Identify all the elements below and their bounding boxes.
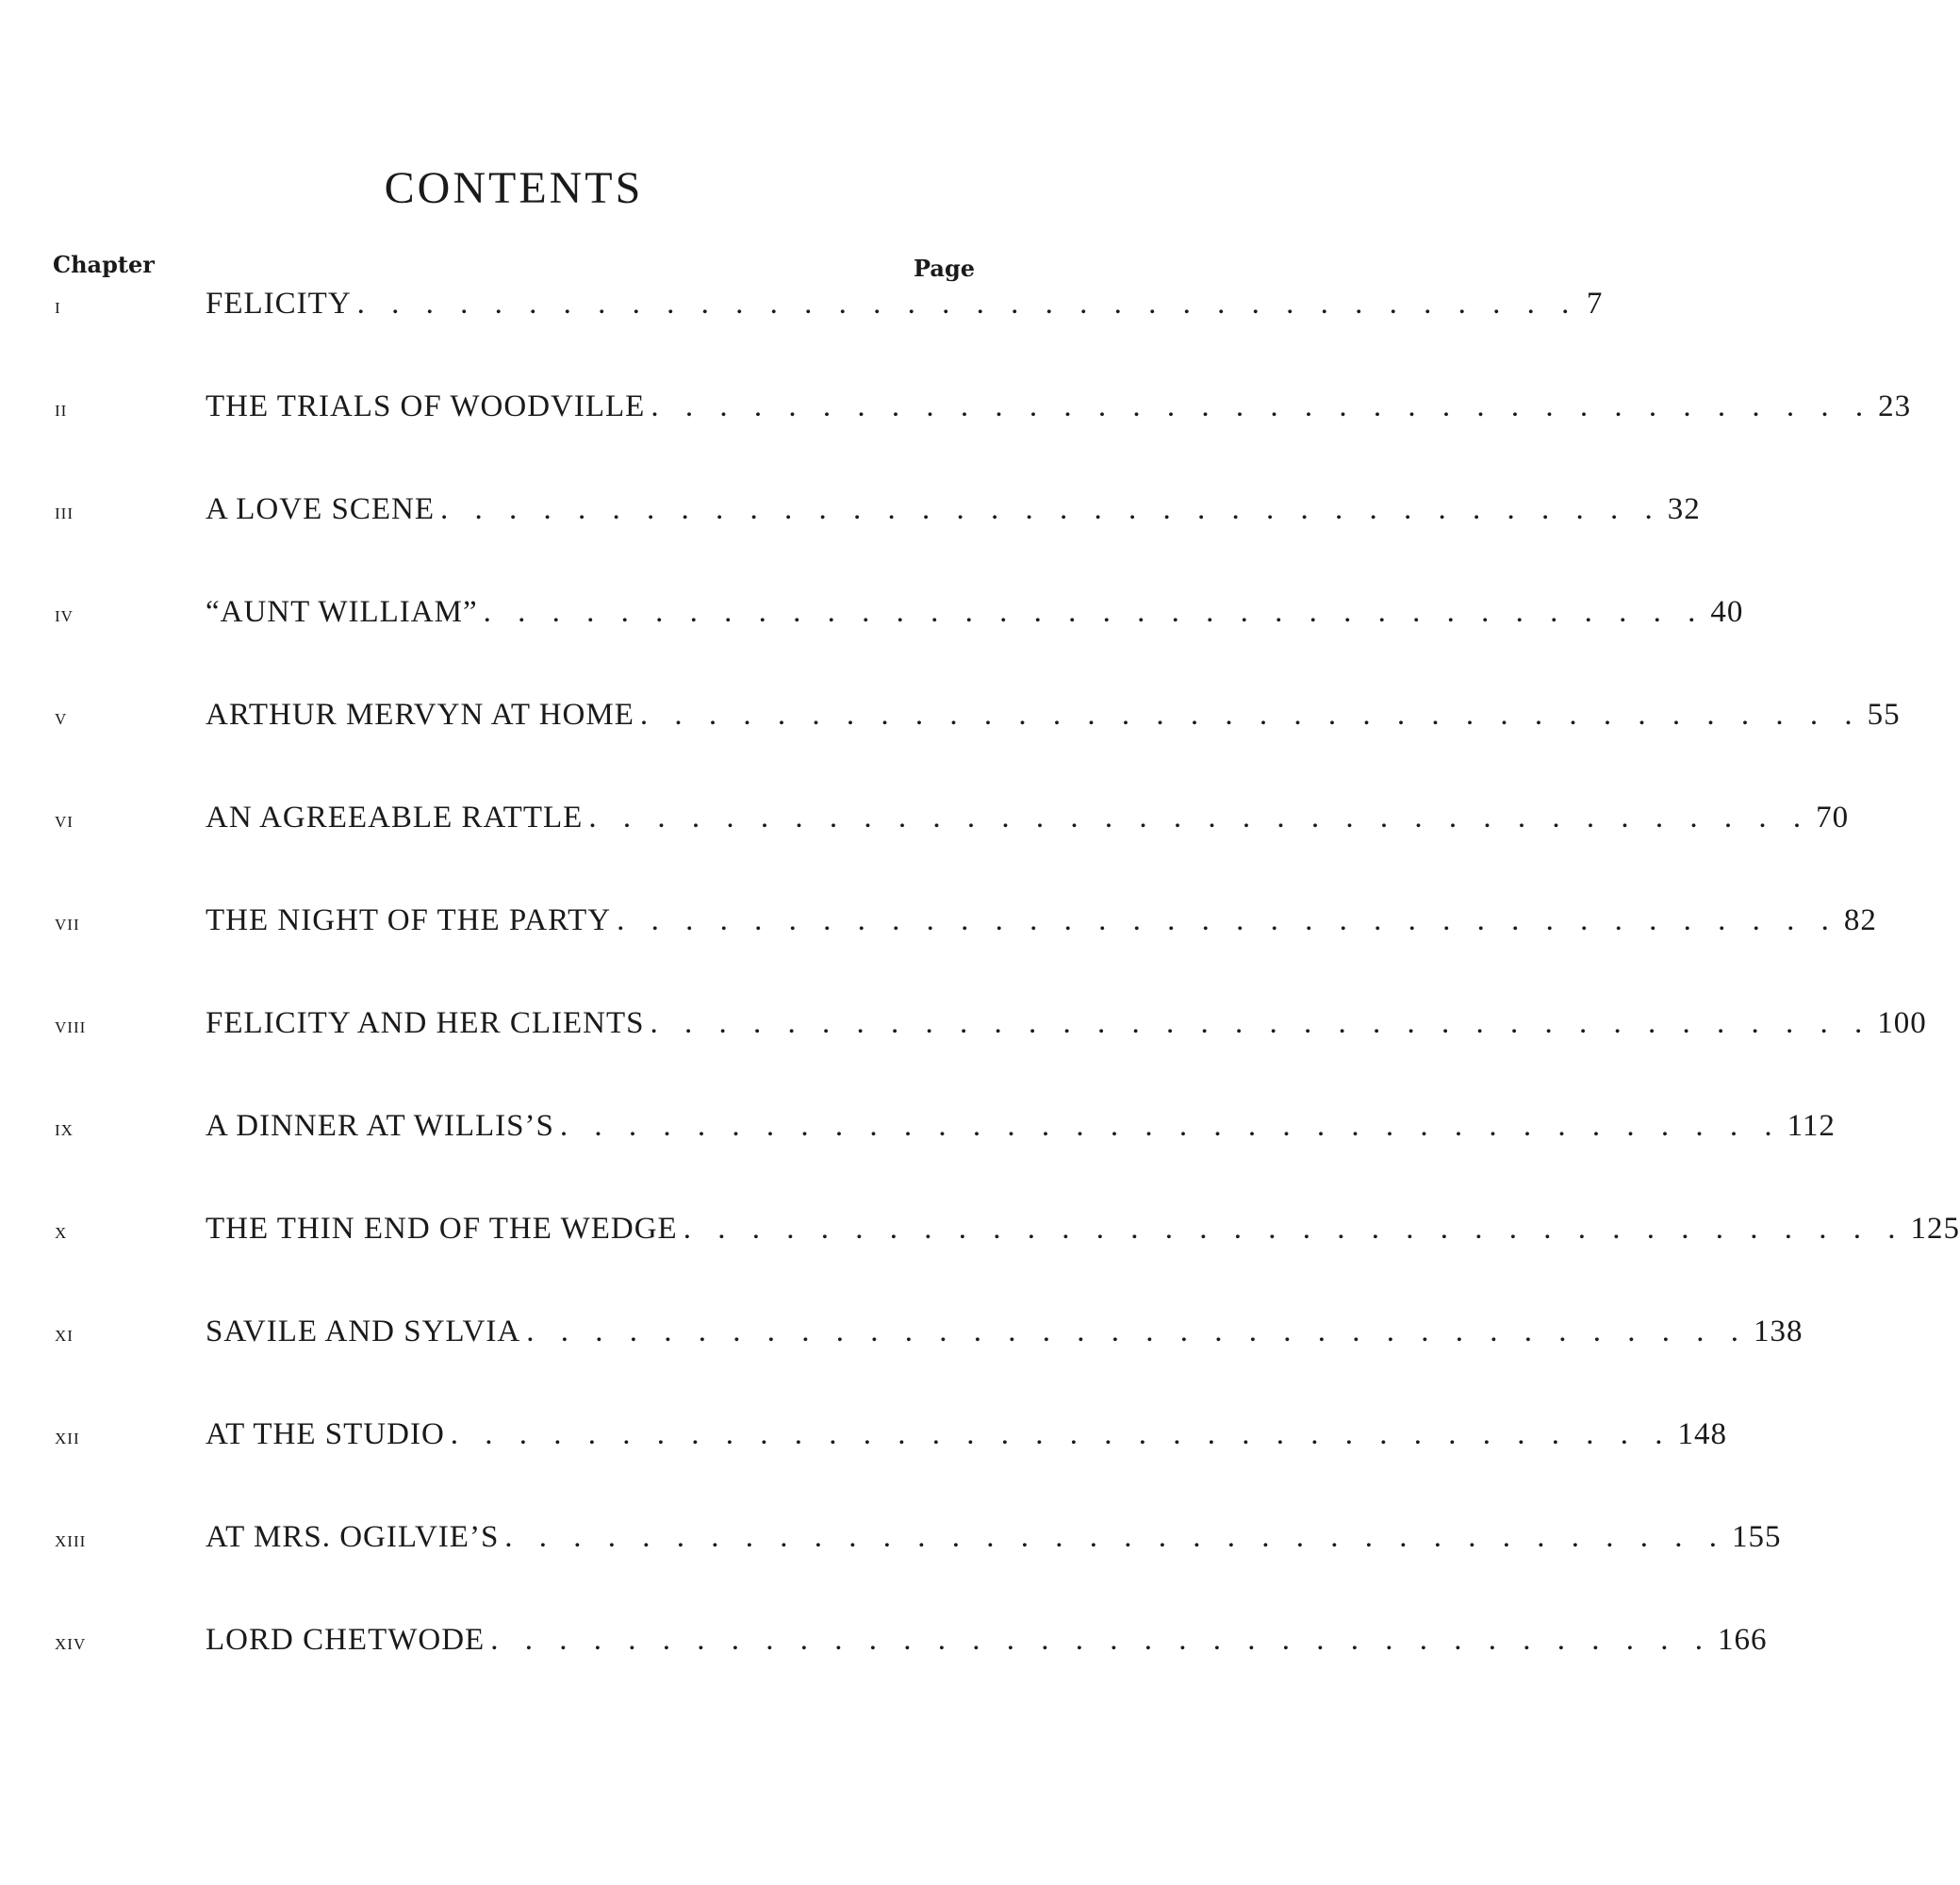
page-number: 155: [1732, 1520, 1782, 1554]
page-number: 40: [1710, 595, 1744, 629]
toc-row: [0, 801, 1850, 842]
chapter-title: ARTHUR MERVYN AT HOME: [206, 698, 634, 732]
chapter-number: x: [55, 1219, 68, 1244]
toc-entry: [206, 903, 1877, 938]
toc-row: [0, 595, 1744, 637]
chapter-number: viii: [55, 1014, 87, 1038]
page-number: 166: [1717, 1623, 1768, 1657]
chapter-number: vi: [55, 808, 74, 833]
page-number: 32: [1667, 492, 1701, 526]
dot-leader: . . . . . . . . . . . . . . . . . . . . . . . . . . . . . . . . . . . .: [504, 1520, 1727, 1554]
toc-entry: [206, 698, 1901, 733]
chapter-number: ix: [55, 1116, 74, 1141]
toc-entry: [206, 1417, 1728, 1452]
page-title: CONTENTS: [384, 163, 644, 213]
page-number: 70: [1816, 801, 1850, 835]
dot-leader: . . . . . . . . . . . . . . . . . . . . . . . . . . . . . . . . . . . .: [683, 1212, 1905, 1246]
chapter-title: FELICITY AND HER CLIENTS: [206, 1006, 645, 1040]
chapter-title: THE THIN END OF THE WEDGE: [206, 1212, 678, 1246]
toc-row: [0, 1417, 1728, 1459]
chapter-title: SAVILE AND SYLVIA: [206, 1315, 521, 1348]
dot-leader: . . . . . . . . . . . . . . . . . . . . . . . . . . . . . . . . . . . .: [483, 595, 1705, 629]
chapter-title: A LOVE SCENE: [206, 492, 435, 526]
dot-leader: . . . . . . . . . . . . . . . . . . . . . . . . . . . . . . . . . . . .: [639, 698, 1862, 732]
toc-row: [0, 698, 1901, 739]
toc-row: [0, 389, 1912, 431]
chapter-number: i: [55, 294, 61, 319]
toc-row: [0, 1623, 1768, 1664]
toc-entry: [206, 595, 1744, 630]
dot-leader: . . . . . . . . . . . . . . . . . . . . . . . . . . . . . . . . . . . .: [559, 1109, 1782, 1143]
toc-entry: [206, 1520, 1782, 1555]
toc-row: [0, 1006, 1927, 1048]
chapter-number: xi: [55, 1322, 74, 1347]
chapter-title: THE NIGHT OF THE PARTY: [206, 903, 612, 937]
toc-row: [0, 1109, 1836, 1150]
dot-leader: . . . . . . . . . . . . . . . . . . . . . . . . . . . . . . . . . . . .: [650, 1006, 1872, 1040]
toc-entry: [206, 1109, 1836, 1144]
toc-entry: [206, 801, 1850, 835]
page-number: 112: [1787, 1109, 1836, 1143]
toc-entry: [206, 1315, 1804, 1349]
page-column-header: Page: [913, 255, 975, 282]
toc-entry: [206, 1212, 1960, 1247]
chapter-title: FELICITY: [206, 287, 352, 321]
chapter-title: THE TRIALS OF WOODVILLE: [206, 389, 646, 423]
chapter-title: A DINNER AT WILLIS’S: [206, 1109, 554, 1143]
toc-entry: [206, 1623, 1768, 1658]
chapter-number: ii: [55, 397, 68, 422]
dot-leader: . . . . . . . . . . . . . . . . . . . . . . . . . . . . . . . . . . . .: [440, 492, 1662, 526]
toc-entry: [206, 492, 1701, 527]
toc-row: [0, 1212, 1960, 1253]
toc-entry: [206, 1006, 1927, 1041]
dot-leader: . . . . . . . . . . . . . . . . . . . . . . . . . . . . . . . . . . . .: [450, 1417, 1672, 1451]
chapter-title: AT MRS. OGILVIE’S: [206, 1520, 500, 1554]
page-number: 23: [1878, 389, 1912, 423]
chapter-number: xii: [55, 1425, 80, 1449]
chapter-title: LORD CHETWODE: [206, 1623, 486, 1657]
chapter-number: xiv: [55, 1630, 87, 1655]
toc-row: [0, 1520, 1782, 1562]
page-number: 55: [1867, 698, 1901, 732]
page-number: 138: [1753, 1315, 1804, 1348]
page-number: 82: [1843, 903, 1877, 937]
dot-leader: . . . . . . . . . . . . . . . . . . . . . . . . . . . . . . . . . . . .: [356, 287, 1579, 321]
page-number: 7: [1586, 287, 1604, 321]
chapter-number: xiii: [55, 1528, 87, 1552]
toc-row: [0, 1315, 1804, 1356]
chapter-title: AN AGREEABLE RATTLE: [206, 801, 584, 835]
page-number: 125: [1910, 1212, 1960, 1246]
page-number: 148: [1677, 1417, 1728, 1451]
chapter-number: v: [55, 705, 68, 730]
dot-leader: . . . . . . . . . . . . . . . . . . . . . . . . . . . . . . . . . . . .: [490, 1623, 1712, 1657]
chapter-column-header: Chapter: [53, 251, 155, 278]
toc-row: [0, 903, 1877, 945]
page-number: 100: [1877, 1006, 1927, 1040]
chapter-number: vii: [55, 911, 80, 935]
toc-row: [0, 492, 1701, 534]
chapter-title: “AUNT WILLIAM”: [206, 595, 478, 629]
chapter-number: iii: [55, 500, 74, 524]
chapter-number: iv: [55, 603, 74, 627]
dot-leader: . . . . . . . . . . . . . . . . . . . . . . . . . . . . . . . . . . . .: [651, 389, 1873, 423]
dot-leader: . . . . . . . . . . . . . . . . . . . . . . . . . . . . . . . . . . . .: [526, 1315, 1748, 1348]
dot-leader: . . . . . . . . . . . . . . . . . . . . . . . . . . . . . . . . . . . .: [588, 801, 1811, 835]
toc-row: [0, 287, 1604, 328]
dot-leader: . . . . . . . . . . . . . . . . . . . . . . . . . . . . . . . . . . . .: [617, 903, 1838, 937]
toc-entry: [206, 389, 1912, 424]
chapter-title: AT THE STUDIO: [206, 1417, 445, 1451]
toc-entry: [206, 287, 1604, 322]
